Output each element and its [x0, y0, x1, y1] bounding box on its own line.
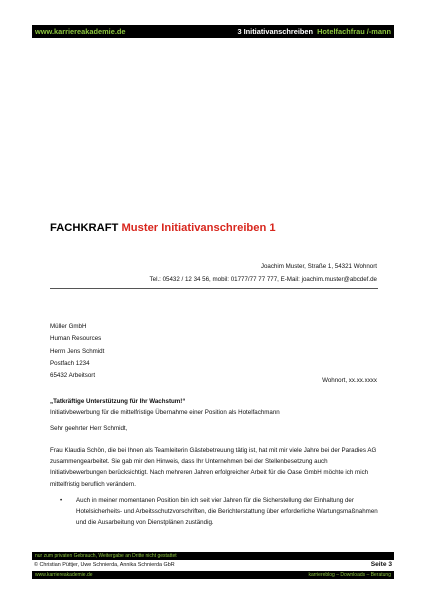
- header-doc-title: [235, 25, 391, 38]
- recipient-address: [50, 321, 104, 382]
- sender-contact: Tel.: 05432 / 12 34 56, mobil: 01777/77 77 777, E-Mail: joachim.muster@abcdef.de: [149, 275, 377, 283]
- salutation: Sehr geehrter Herr Schmidt,: [50, 425, 128, 432]
- footer-link-bar: [32, 571, 394, 579]
- header-bar: [32, 25, 394, 38]
- sender-block: [150, 261, 377, 286]
- bullet-item: [50, 495, 380, 529]
- sender-divider: [50, 288, 378, 289]
- title-prefix: FACHKRAFT: [50, 222, 119, 234]
- footer-copyright: © Christian Püttjer, Uwe Schnierda, Annika Schnierda GbR: [34, 562, 175, 568]
- page-title: [50, 222, 276, 234]
- subject-subtitle: Initiativbewerbung für die mittelfristige Übernahme einer Position als Hotelfachmann: [50, 409, 280, 416]
- bullet-text: Auch in meiner momentanen Position bin ich seit vier Jahren für die Sicherstellung der Einhaltung der Hotelsicherheits- und Arbeitsschutzvorschriften, die Berichterstattung über erforderliche Wartungsmaßnahmen und die Ausarbeitung von Dienstplänen zuständig.: [76, 497, 378, 527]
- footer-url[interactable]: www.karriereakademie.de: [35, 572, 93, 578]
- recipient-line: Postfach 1234: [50, 359, 90, 367]
- page-number: Seite 3: [370, 561, 392, 568]
- recipient-line: 65432 Arbeitsort: [50, 372, 96, 380]
- recipient-line: Müller GmbH: [50, 323, 87, 330]
- recipient-line: Human Resources: [50, 335, 102, 343]
- date-line: Wohnort, xx.xx.xxxx: [322, 377, 377, 384]
- body-paragraph: Frau Klaudia Schön, die bei Ihnen als Teamleiterin Gästebetreuung tätig ist, hat mit mir viele Jahre bei der Paradies AG zusammengearbeitet. Sie gab mir den Hinweis, dass Ihr Unternehmen bei der Stellenbesetzung auch Initiativbewerbungen berücksichtigt. Nach mehreren Jahren erfolgreicher Arbeit für die Oase GmbH möchte ich mich mittelfristig beruflich verändern.: [50, 447, 377, 488]
- header-title-prefix: 3 Initiativanschreiben: [237, 27, 314, 36]
- header-site-url[interactable]: www.karriereakademie.de: [35, 27, 126, 36]
- subject-title: „Tatkräftige Unterstützung für Ihr Wachstum!“: [50, 398, 186, 405]
- sender-address: Joachim Muster, Straße 1, 54321 Wohnort: [260, 263, 377, 270]
- footer-notice: nur zum privaten Gebrauch, Weitergabe an Dritte nicht gestattet: [35, 553, 177, 559]
- header-title-highlight: Hotelfachfrau /-mann: [317, 27, 391, 36]
- recipient-line: Herrn Jens Schmidt: [50, 347, 105, 355]
- footer-notice-bar: [32, 552, 394, 560]
- footer-tagline[interactable]: karriereblog – Downloads – Beratung: [308, 572, 391, 578]
- title-main: Muster Initiativanschreiben 1: [121, 222, 276, 234]
- subject-block: [50, 396, 280, 418]
- bullet-icon: •: [60, 497, 63, 504]
